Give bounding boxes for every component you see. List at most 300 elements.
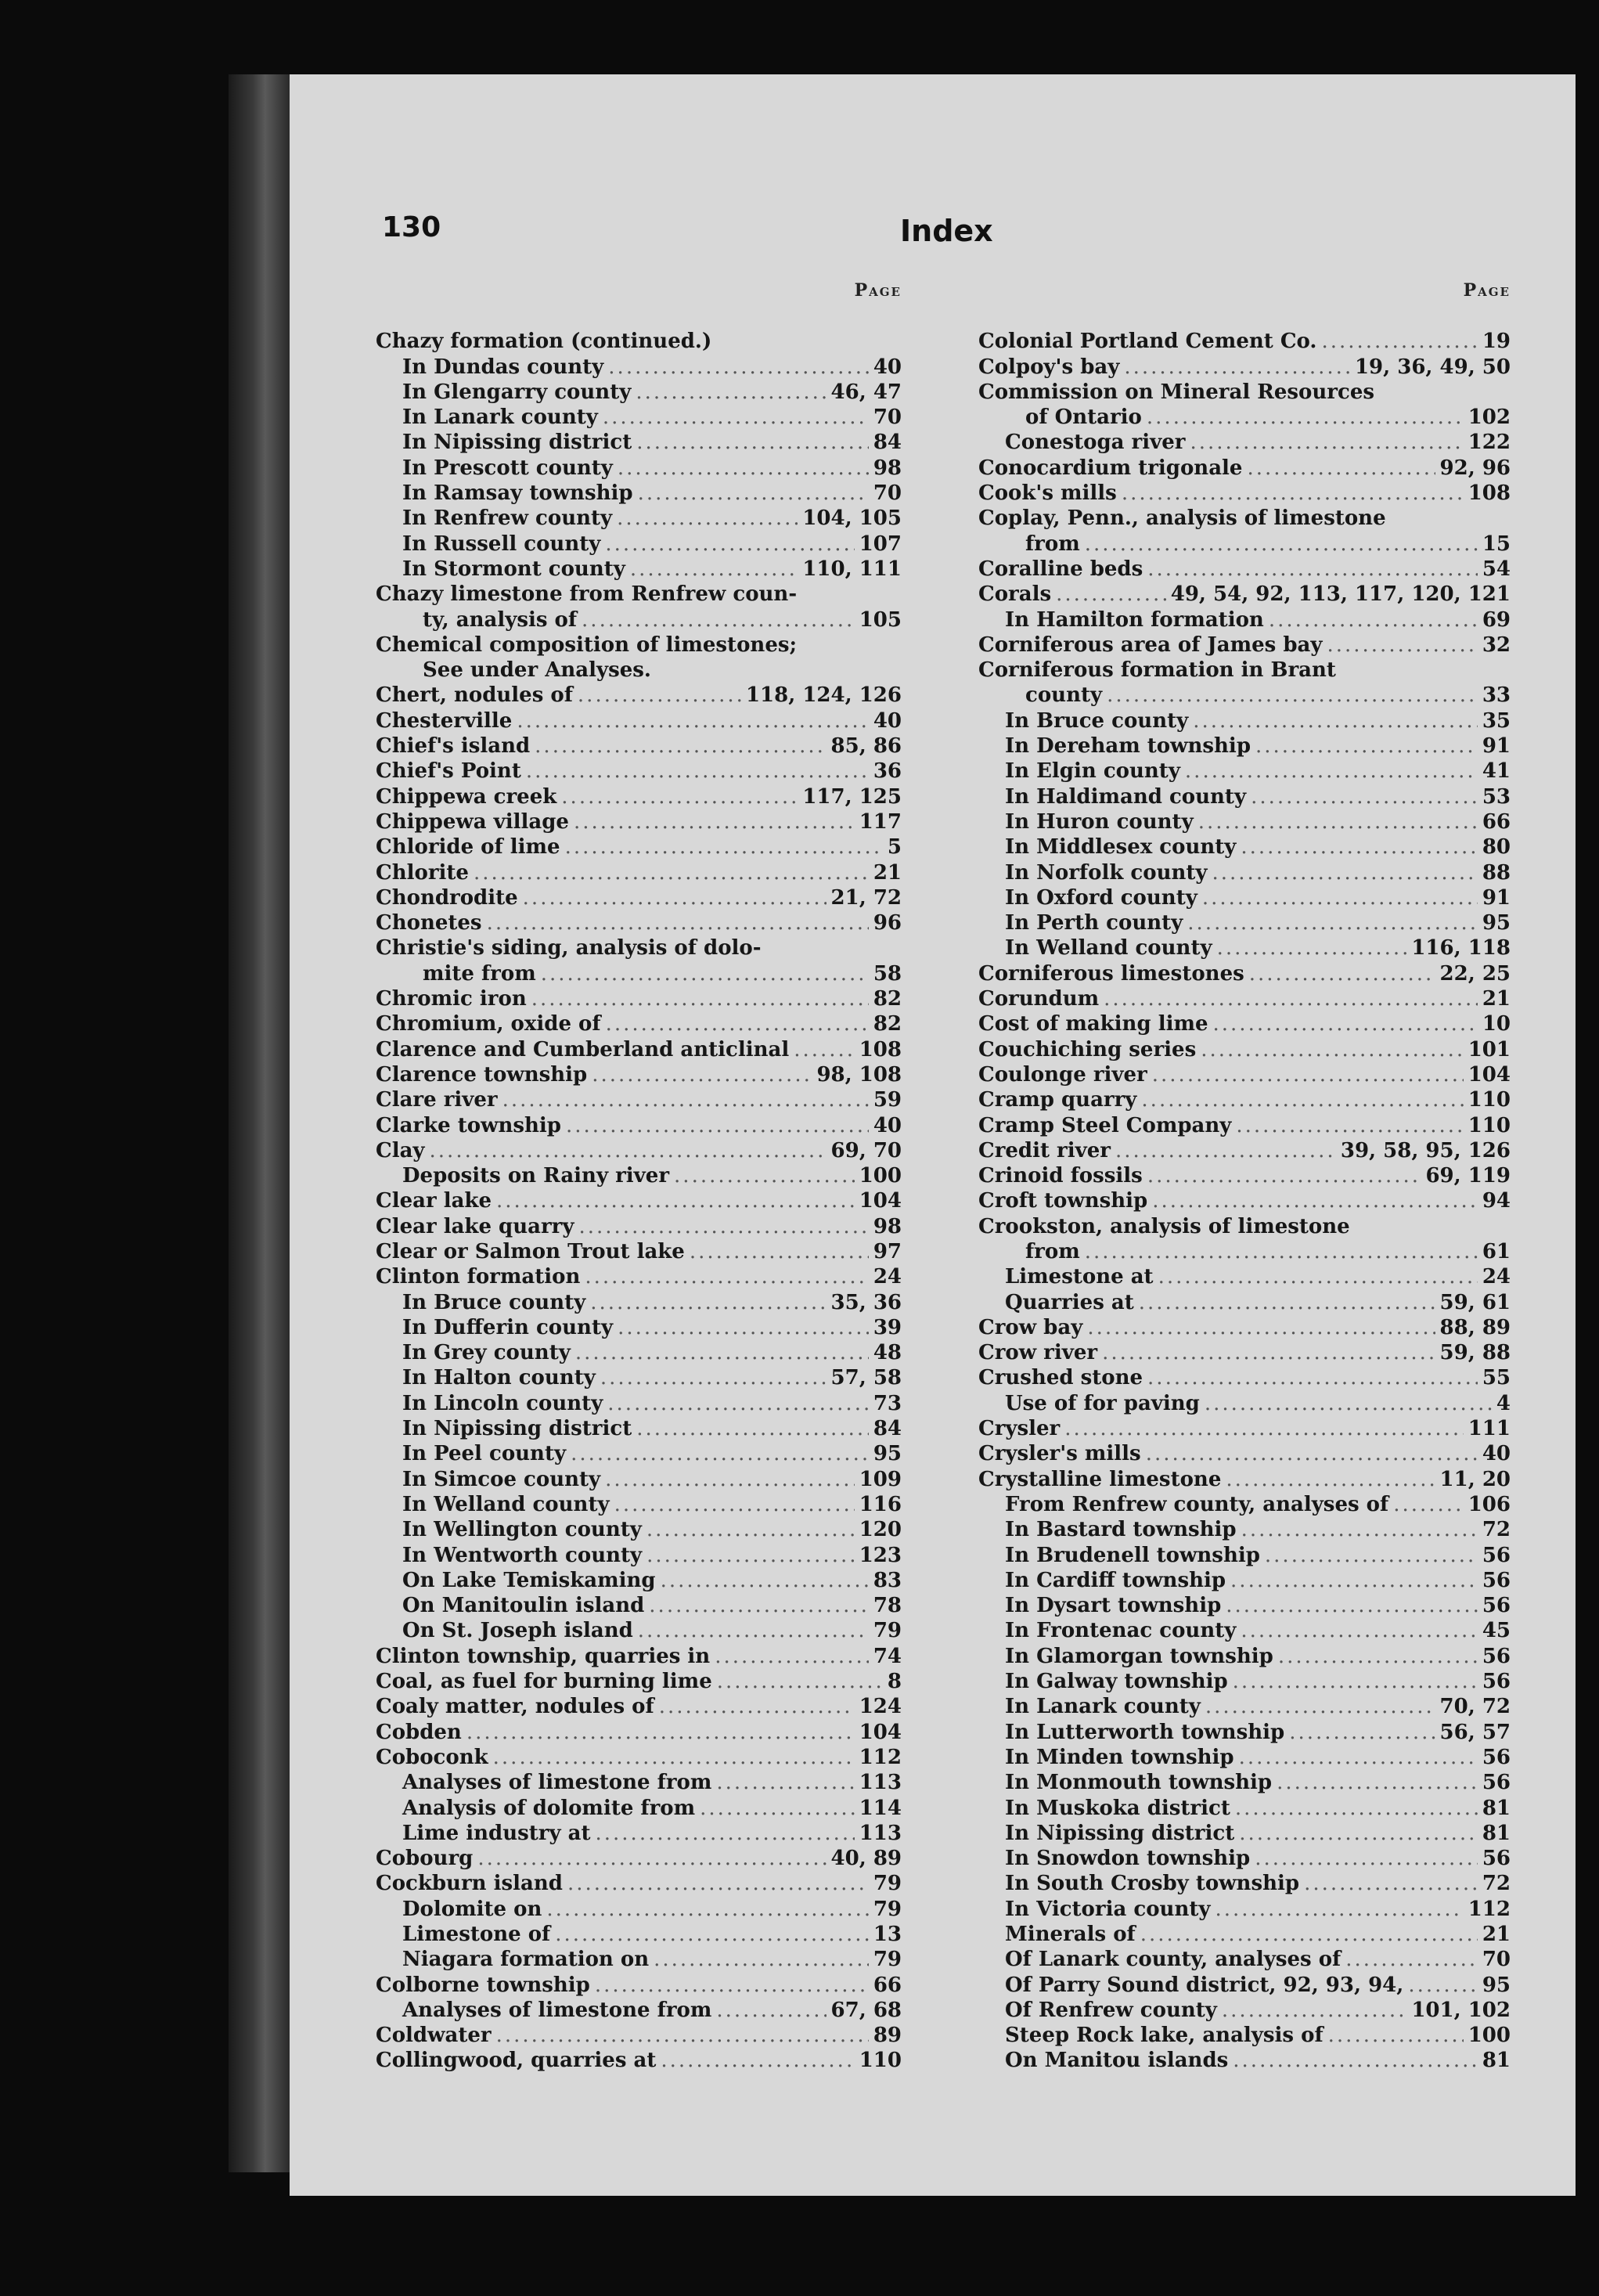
- leader-dots: [1226, 1467, 1435, 1492]
- index-entry: [978, 1896, 1511, 1921]
- index-entry: [978, 1087, 1511, 1112]
- index-entry: [376, 1138, 902, 1163]
- leader-dots: [474, 860, 869, 885]
- index-entry-term: In Nipissing district: [402, 1417, 632, 1441]
- index-entry-term: Corals: [978, 582, 1052, 607]
- leader-dots: [607, 1391, 869, 1416]
- leader-dots: [496, 2023, 869, 2048]
- leader-dots: [595, 1973, 869, 1998]
- index-entry-pages: 19: [1482, 330, 1511, 354]
- index-entry: [978, 405, 1511, 430]
- index-entry-pages: 104: [1468, 1062, 1511, 1087]
- index-entry-pages: 21: [1482, 1923, 1511, 1946]
- index-page: [290, 74, 1576, 2196]
- index-entry-pages: 95: [873, 1442, 902, 1466]
- index-entry-term: In Glamorgan township: [1005, 1644, 1273, 1668]
- leader-dots: [1147, 1163, 1421, 1188]
- index-entry-term: Crysler: [978, 1417, 1061, 1441]
- book-spine: [229, 74, 290, 2172]
- leader-dots: [1212, 860, 1478, 885]
- index-entry-term: In Bastard township: [1005, 1518, 1237, 1542]
- index-entry: [978, 354, 1511, 379]
- index-entry: [978, 1188, 1511, 1213]
- index-entry-pages: 8: [887, 1670, 902, 1694]
- index-entry: [376, 1365, 902, 1390]
- leader-dots: [571, 1441, 869, 1466]
- index-entry-pages: 70: [1482, 1948, 1511, 1972]
- index-entry: [376, 1466, 902, 1491]
- index-entry-pages: 95: [1482, 1973, 1511, 1997]
- leader-dots: [638, 481, 869, 506]
- leader-dots: [574, 809, 855, 834]
- index-entry-term: Christie's siding, analysis of dolo-: [376, 936, 762, 961]
- index-entry: [376, 1340, 902, 1365]
- index-entry: [978, 658, 1511, 683]
- index-entry-term: Deposits on Rainy river: [402, 1164, 670, 1188]
- index-entry-term: In Muskoka district: [1005, 1796, 1230, 1820]
- index-entry: [376, 1062, 902, 1087]
- index-entry: [376, 1669, 902, 1694]
- index-entry-pages: 79: [873, 1872, 902, 1896]
- index-entry: [376, 683, 902, 708]
- leader-dots: [661, 1568, 869, 1593]
- index-entry: [978, 961, 1511, 986]
- leader-dots: [617, 506, 798, 531]
- leader-dots: [1087, 1315, 1435, 1340]
- index-entry-pages: 48: [873, 1341, 902, 1365]
- index-entry-pages: 81: [1482, 1796, 1511, 1820]
- index-entry-pages: 81: [1482, 2049, 1511, 2073]
- index-entry-pages: 24: [1482, 1265, 1511, 1289]
- leader-dots: [600, 1365, 827, 1390]
- leader-dots: [630, 557, 798, 582]
- index-entry-pages: 69: [1482, 607, 1511, 632]
- index-entry-term: In Stormont county: [402, 557, 625, 581]
- index-entry-term: In Dysart township: [1005, 1594, 1222, 1618]
- leader-dots: [578, 683, 741, 708]
- leader-dots: [1233, 2048, 1478, 2073]
- index-entry-pages: 98, 108: [816, 1062, 902, 1087]
- index-entry: [978, 557, 1511, 582]
- leader-dots: [1241, 1517, 1478, 1542]
- index-entry: [376, 1011, 902, 1036]
- index-entry-term: In Bruce county: [402, 1290, 586, 1314]
- index-entry: [978, 910, 1511, 935]
- index-entry-term: In Elgin county: [1005, 759, 1180, 784]
- leader-dots: [1321, 329, 1477, 354]
- leader-dots: [1064, 1416, 1463, 1441]
- index-entry-pages: 56: [1482, 1771, 1511, 1795]
- index-entry: [376, 2023, 902, 2048]
- index-entry: [376, 1643, 902, 1668]
- index-entry-term: Niagara formation on: [402, 1948, 650, 1972]
- leader-dots: [1265, 1543, 1478, 1568]
- index-entry-term: Of Lanark county, analyses of: [1005, 1948, 1342, 1972]
- index-entry-pages: 88, 89: [1439, 1315, 1511, 1339]
- index-entry: [376, 885, 902, 910]
- index-entry-term: Steep Rock lake, analysis of: [1005, 2024, 1323, 2048]
- leader-dots: [531, 986, 869, 1011]
- index-entry: [376, 759, 902, 784]
- index-entry-pages: 36: [873, 759, 902, 784]
- index-entry-term: Chief's island: [376, 734, 531, 759]
- index-entry: [978, 582, 1511, 607]
- index-entry: [978, 885, 1511, 910]
- index-entry-pages: 88: [1482, 860, 1511, 885]
- index-entry-pages: 56, 57: [1439, 1720, 1511, 1744]
- index-entry-term: In Welland county: [402, 1492, 610, 1516]
- index-entry-term: In Russell county: [402, 532, 601, 556]
- index-entry: [978, 633, 1511, 658]
- index-entry-pages: 101: [1468, 1037, 1511, 1061]
- leader-dots: [1241, 1618, 1477, 1643]
- index-entry: [376, 607, 902, 632]
- leader-dots: [1107, 683, 1478, 708]
- index-entry: [376, 1846, 902, 1871]
- index-entry: [376, 708, 902, 733]
- index-entry: [376, 935, 902, 961]
- index-entry-term: In Frontenac county: [1005, 1619, 1237, 1643]
- index-entry-pages: 39, 58, 95, 126: [1340, 1138, 1511, 1162]
- index-entry: [978, 1593, 1511, 1618]
- leader-dots: [1345, 1947, 1478, 1972]
- index-entry-pages: 70: [873, 481, 902, 506]
- index-entry-term: Crow river: [978, 1341, 1098, 1365]
- leader-dots: [646, 1543, 855, 1568]
- index-entry-term: In Lanark county: [1005, 1695, 1201, 1719]
- index-entry-pages: 10: [1482, 1012, 1511, 1036]
- index-entry: [978, 1365, 1511, 1390]
- leader-dots: [638, 1618, 869, 1643]
- index-entry-pages: 100: [859, 1164, 902, 1188]
- leader-dots: [1205, 1694, 1435, 1719]
- index-entry-term: In Glengarry county: [402, 380, 632, 404]
- index-entry: [978, 1998, 1511, 2023]
- leader-dots: [654, 1947, 869, 1972]
- index-entry-pages: 56: [1482, 1847, 1511, 1871]
- index-entry: [978, 329, 1511, 354]
- index-entry-pages: 117, 125: [802, 784, 902, 809]
- index-entry-pages: 67, 68: [830, 1998, 902, 2022]
- leader-dots: [526, 759, 869, 784]
- index-entry: [376, 531, 902, 556]
- index-entry-pages: 21: [1482, 987, 1511, 1011]
- index-entry-term: In Peel county: [402, 1442, 567, 1466]
- index-entry-pages: 57, 58: [830, 1366, 902, 1390]
- index-entry: [978, 1163, 1511, 1188]
- leader-dots: [1236, 1113, 1463, 1138]
- index-entry-pages: 32: [1482, 633, 1511, 657]
- leader-dots: [477, 1846, 826, 1871]
- index-entry: [376, 1568, 902, 1593]
- index-entry: [376, 860, 902, 885]
- index-entry-pages: 54: [1482, 557, 1511, 581]
- index-entry-term: Corundum: [978, 987, 1100, 1011]
- index-entry: [978, 1466, 1511, 1491]
- index-entry-term: Chief's Point: [376, 759, 521, 784]
- leader-dots: [690, 1239, 869, 1264]
- index-entry-pages: 109: [859, 1467, 902, 1491]
- index-entry: [376, 1896, 902, 1921]
- index-entry-pages: 92, 96: [1439, 456, 1511, 480]
- index-entry: [978, 860, 1511, 885]
- leader-dots: [716, 1770, 854, 1795]
- index-entry-pages: 59, 88: [1439, 1341, 1511, 1365]
- index-entry-term: See under Analyses.: [423, 658, 651, 683]
- index-entry-pages: 81: [1482, 1821, 1511, 1845]
- index-entry: [978, 1719, 1511, 1744]
- index-entry: [376, 1593, 902, 1618]
- index-entry: [978, 1492, 1511, 1517]
- leader-dots: [1239, 1821, 1478, 1846]
- leader-dots: [1146, 1441, 1478, 1466]
- leader-dots: [590, 1290, 826, 1315]
- index-entry: [376, 1871, 902, 1896]
- index-entry-pages: 85, 86: [830, 734, 902, 759]
- index-entry-term: Chemical composition of limestones;: [376, 633, 798, 657]
- index-entry-term: Analyses of limestone from: [402, 1771, 712, 1795]
- index-entry-pages: 102: [1468, 405, 1511, 430]
- index-entry: [978, 1138, 1511, 1163]
- leader-dots: [618, 1315, 869, 1340]
- index-entry-pages: 72: [1482, 1518, 1511, 1542]
- index-entry-pages: 108: [1468, 481, 1511, 506]
- index-entry-term: Chert, nodules of: [376, 683, 573, 708]
- index-entry-term: Coal, as fuel for burning lime: [376, 1670, 712, 1694]
- index-entry: [376, 1719, 902, 1744]
- index-entry-pages: 113: [859, 1771, 902, 1795]
- leader-dots: [1239, 1745, 1478, 1770]
- index-column-left: [376, 280, 902, 2073]
- index-entry: [376, 658, 902, 683]
- index-entry-term: of Ontario: [1025, 405, 1142, 430]
- index-entry-pages: 70: [873, 405, 902, 430]
- leader-dots: [1190, 430, 1463, 455]
- index-entry: [376, 1315, 902, 1340]
- leader-dots: [517, 708, 869, 733]
- index-entry-term: In Dundas county: [402, 355, 604, 379]
- leader-dots: [1393, 1492, 1464, 1517]
- index-entry-term: In Lutterworth township: [1005, 1720, 1285, 1744]
- index-entry: [978, 2023, 1511, 2048]
- page-column-label: Page: [854, 280, 902, 301]
- index-entry: [978, 506, 1511, 531]
- leader-dots: [661, 2048, 854, 2073]
- leader-dots: [1104, 986, 1478, 1011]
- index-entry-pages: 91: [1482, 885, 1511, 910]
- index-entry: [376, 1618, 902, 1643]
- index-entry-term: Cost of making lime: [978, 1012, 1208, 1036]
- index-entry-pages: 55: [1482, 1366, 1511, 1390]
- index-entry-term: Clear lake quarry: [376, 1214, 574, 1238]
- index-entry-term: Clare river: [376, 1088, 498, 1112]
- leader-dots: [493, 1745, 855, 1770]
- index-entry-pages: 69, 70: [830, 1138, 902, 1162]
- index-entry-pages: 69, 119: [1425, 1164, 1511, 1188]
- leader-dots: [575, 1340, 869, 1365]
- leader-dots: [1249, 961, 1435, 986]
- index-entry: [376, 405, 902, 430]
- index-entry: [978, 1264, 1511, 1289]
- leader-dots: [1201, 1037, 1463, 1062]
- page-column-label: Page: [1463, 280, 1511, 301]
- leader-dots: [608, 355, 869, 380]
- index-entry-pages: 35: [1482, 708, 1511, 733]
- index-entry: [376, 2048, 902, 2073]
- index-entry: [376, 633, 902, 658]
- index-entry: [376, 1694, 902, 1719]
- index-entry-pages: 98: [873, 456, 902, 480]
- index-entry: [978, 1213, 1511, 1238]
- index-entry: [978, 784, 1511, 809]
- leader-dots: [606, 1011, 869, 1036]
- leader-dots: [717, 1669, 883, 1694]
- index-entry-term: Chonetes: [376, 911, 482, 935]
- index-entry-term: Collingwood, quarries at: [376, 2049, 657, 2073]
- index-entry: [978, 809, 1511, 834]
- index-entry-pages: 98: [873, 1214, 902, 1238]
- leader-dots: [605, 532, 854, 557]
- leader-dots: [1147, 1365, 1478, 1390]
- index-entry-pages: 80: [1482, 835, 1511, 860]
- index-entry-pages: 78: [873, 1594, 902, 1618]
- index-entry-term: Minerals of: [1005, 1923, 1136, 1946]
- leader-dots: [605, 1467, 855, 1492]
- index-entry: [978, 1517, 1511, 1542]
- index-entry-term: Coboconk: [376, 1745, 488, 1769]
- index-entry: [376, 455, 902, 480]
- index-entry: [376, 961, 902, 986]
- index-entry-term: In Dufferin county: [402, 1315, 614, 1339]
- index-entry-term: Limestone at: [1005, 1265, 1154, 1289]
- leader-dots: [1255, 733, 1478, 759]
- index-entry-pages: 56: [1482, 1745, 1511, 1769]
- index-entry-term: Coulonge river: [978, 1062, 1147, 1087]
- index-entry: [978, 1340, 1511, 1365]
- leader-dots: [700, 1796, 855, 1821]
- page-title: Index: [900, 214, 993, 248]
- index-entry: [376, 1416, 902, 1441]
- index-entry: [376, 809, 902, 834]
- leader-dots: [541, 961, 869, 986]
- index-entry-pages: 117: [859, 809, 902, 834]
- index-entry: [978, 1568, 1511, 1593]
- leader-dots: [592, 1062, 812, 1087]
- index-entry-pages: 21: [873, 860, 902, 885]
- index-entry-term: In Huron county: [1005, 809, 1194, 834]
- index-entry-pages: 108: [859, 1037, 902, 1061]
- index-entry-term: In South Crosby township: [1005, 1872, 1300, 1896]
- index-entry-term: Colborne township: [376, 1973, 590, 1997]
- index-entry-term: Use of for paving: [1005, 1391, 1200, 1415]
- leader-dots: [496, 1188, 855, 1213]
- leader-dots: [1193, 708, 1478, 733]
- index-entry-term: Chippewa village: [376, 809, 569, 834]
- leader-dots: [659, 1694, 855, 1719]
- index-entry: [376, 430, 902, 455]
- index-entry-term: Chondrodite: [376, 885, 518, 910]
- index-entry: [978, 1770, 1511, 1795]
- index-entry: [978, 1922, 1511, 1947]
- index-entry-term: In Prescott county: [402, 456, 613, 480]
- index-entry-pages: 118, 124, 126: [745, 683, 902, 708]
- leader-dots: [502, 1087, 869, 1112]
- leader-dots: [1187, 910, 1478, 935]
- index-entry: [376, 910, 902, 935]
- index-entry-pages: 73: [873, 1391, 902, 1415]
- index-entry-term: Croft township: [978, 1189, 1148, 1213]
- leader-dots: [1241, 834, 1477, 860]
- index-entry-term: Chippewa creek: [376, 784, 557, 809]
- leader-dots: [1278, 1644, 1478, 1669]
- index-entry-pages: 40: [1482, 1442, 1511, 1466]
- leader-dots: [565, 834, 883, 860]
- index-entry: [978, 2048, 1511, 2073]
- index-entry-pages: 84: [873, 431, 902, 455]
- index-entry-term: Clinton township, quarries in: [376, 1644, 711, 1668]
- index-entry-pages: 56: [1482, 1594, 1511, 1618]
- index-entry: [376, 1492, 902, 1517]
- index-entry-term: Chesterville: [376, 708, 513, 733]
- leader-dots: [535, 733, 826, 759]
- index-entry: [376, 380, 902, 405]
- index-entry-term: Coralline beds: [978, 557, 1143, 581]
- index-entry: [978, 1441, 1511, 1466]
- leader-dots: [1147, 557, 1478, 582]
- leader-dots: [1235, 1796, 1478, 1821]
- index-entry: [978, 1289, 1511, 1314]
- index-entry-pages: 105: [859, 607, 902, 632]
- index-entry-pages: 107: [859, 532, 902, 556]
- leader-dots: [1226, 1593, 1478, 1618]
- index-entry: [978, 481, 1511, 506]
- index-entry: [978, 733, 1511, 759]
- index-entry: [376, 1390, 902, 1415]
- index-entry-term: Lime industry at: [402, 1821, 591, 1845]
- leader-dots: [1408, 1973, 1477, 1998]
- index-entry-pages: 122: [1468, 431, 1511, 455]
- index-entry: [978, 986, 1511, 1011]
- leader-dots: [567, 1871, 869, 1896]
- index-entry-pages: 110: [1468, 1088, 1511, 1112]
- index-entry: [376, 1188, 902, 1213]
- index-entry-pages: 59: [873, 1088, 902, 1112]
- index-entry-term: Crow bay: [978, 1315, 1083, 1339]
- index-entry: [376, 733, 902, 759]
- index-entry-pages: 56: [1482, 1670, 1511, 1694]
- index-entry-pages: 19, 36, 49, 50: [1354, 355, 1511, 379]
- leader-dots: [1198, 809, 1478, 834]
- index-entry-term: In Lanark county: [402, 405, 598, 430]
- index-entry: [978, 935, 1511, 961]
- index-entry-pages: 66: [873, 1973, 902, 1997]
- index-entry-term: Dolomite on: [402, 1897, 542, 1921]
- index-entry: [376, 1289, 902, 1314]
- index-entry-pages: 84: [873, 1417, 902, 1441]
- index-entry-term: Crookston, analysis of limestone: [978, 1214, 1350, 1238]
- leader-dots: [646, 1517, 855, 1542]
- index-entry-term: Clear or Salmon Trout lake: [376, 1239, 685, 1263]
- index-entry: [978, 380, 1511, 405]
- index-entry-term: from: [1025, 532, 1080, 556]
- index-entry-pages: 89: [873, 2024, 902, 2048]
- leader-dots: [430, 1138, 827, 1163]
- index-entry: [978, 1694, 1511, 1719]
- leader-dots: [561, 784, 798, 809]
- leader-dots: [1202, 885, 1478, 910]
- index-entry-term: Cobourg: [376, 1847, 474, 1871]
- leader-dots: [1251, 784, 1478, 809]
